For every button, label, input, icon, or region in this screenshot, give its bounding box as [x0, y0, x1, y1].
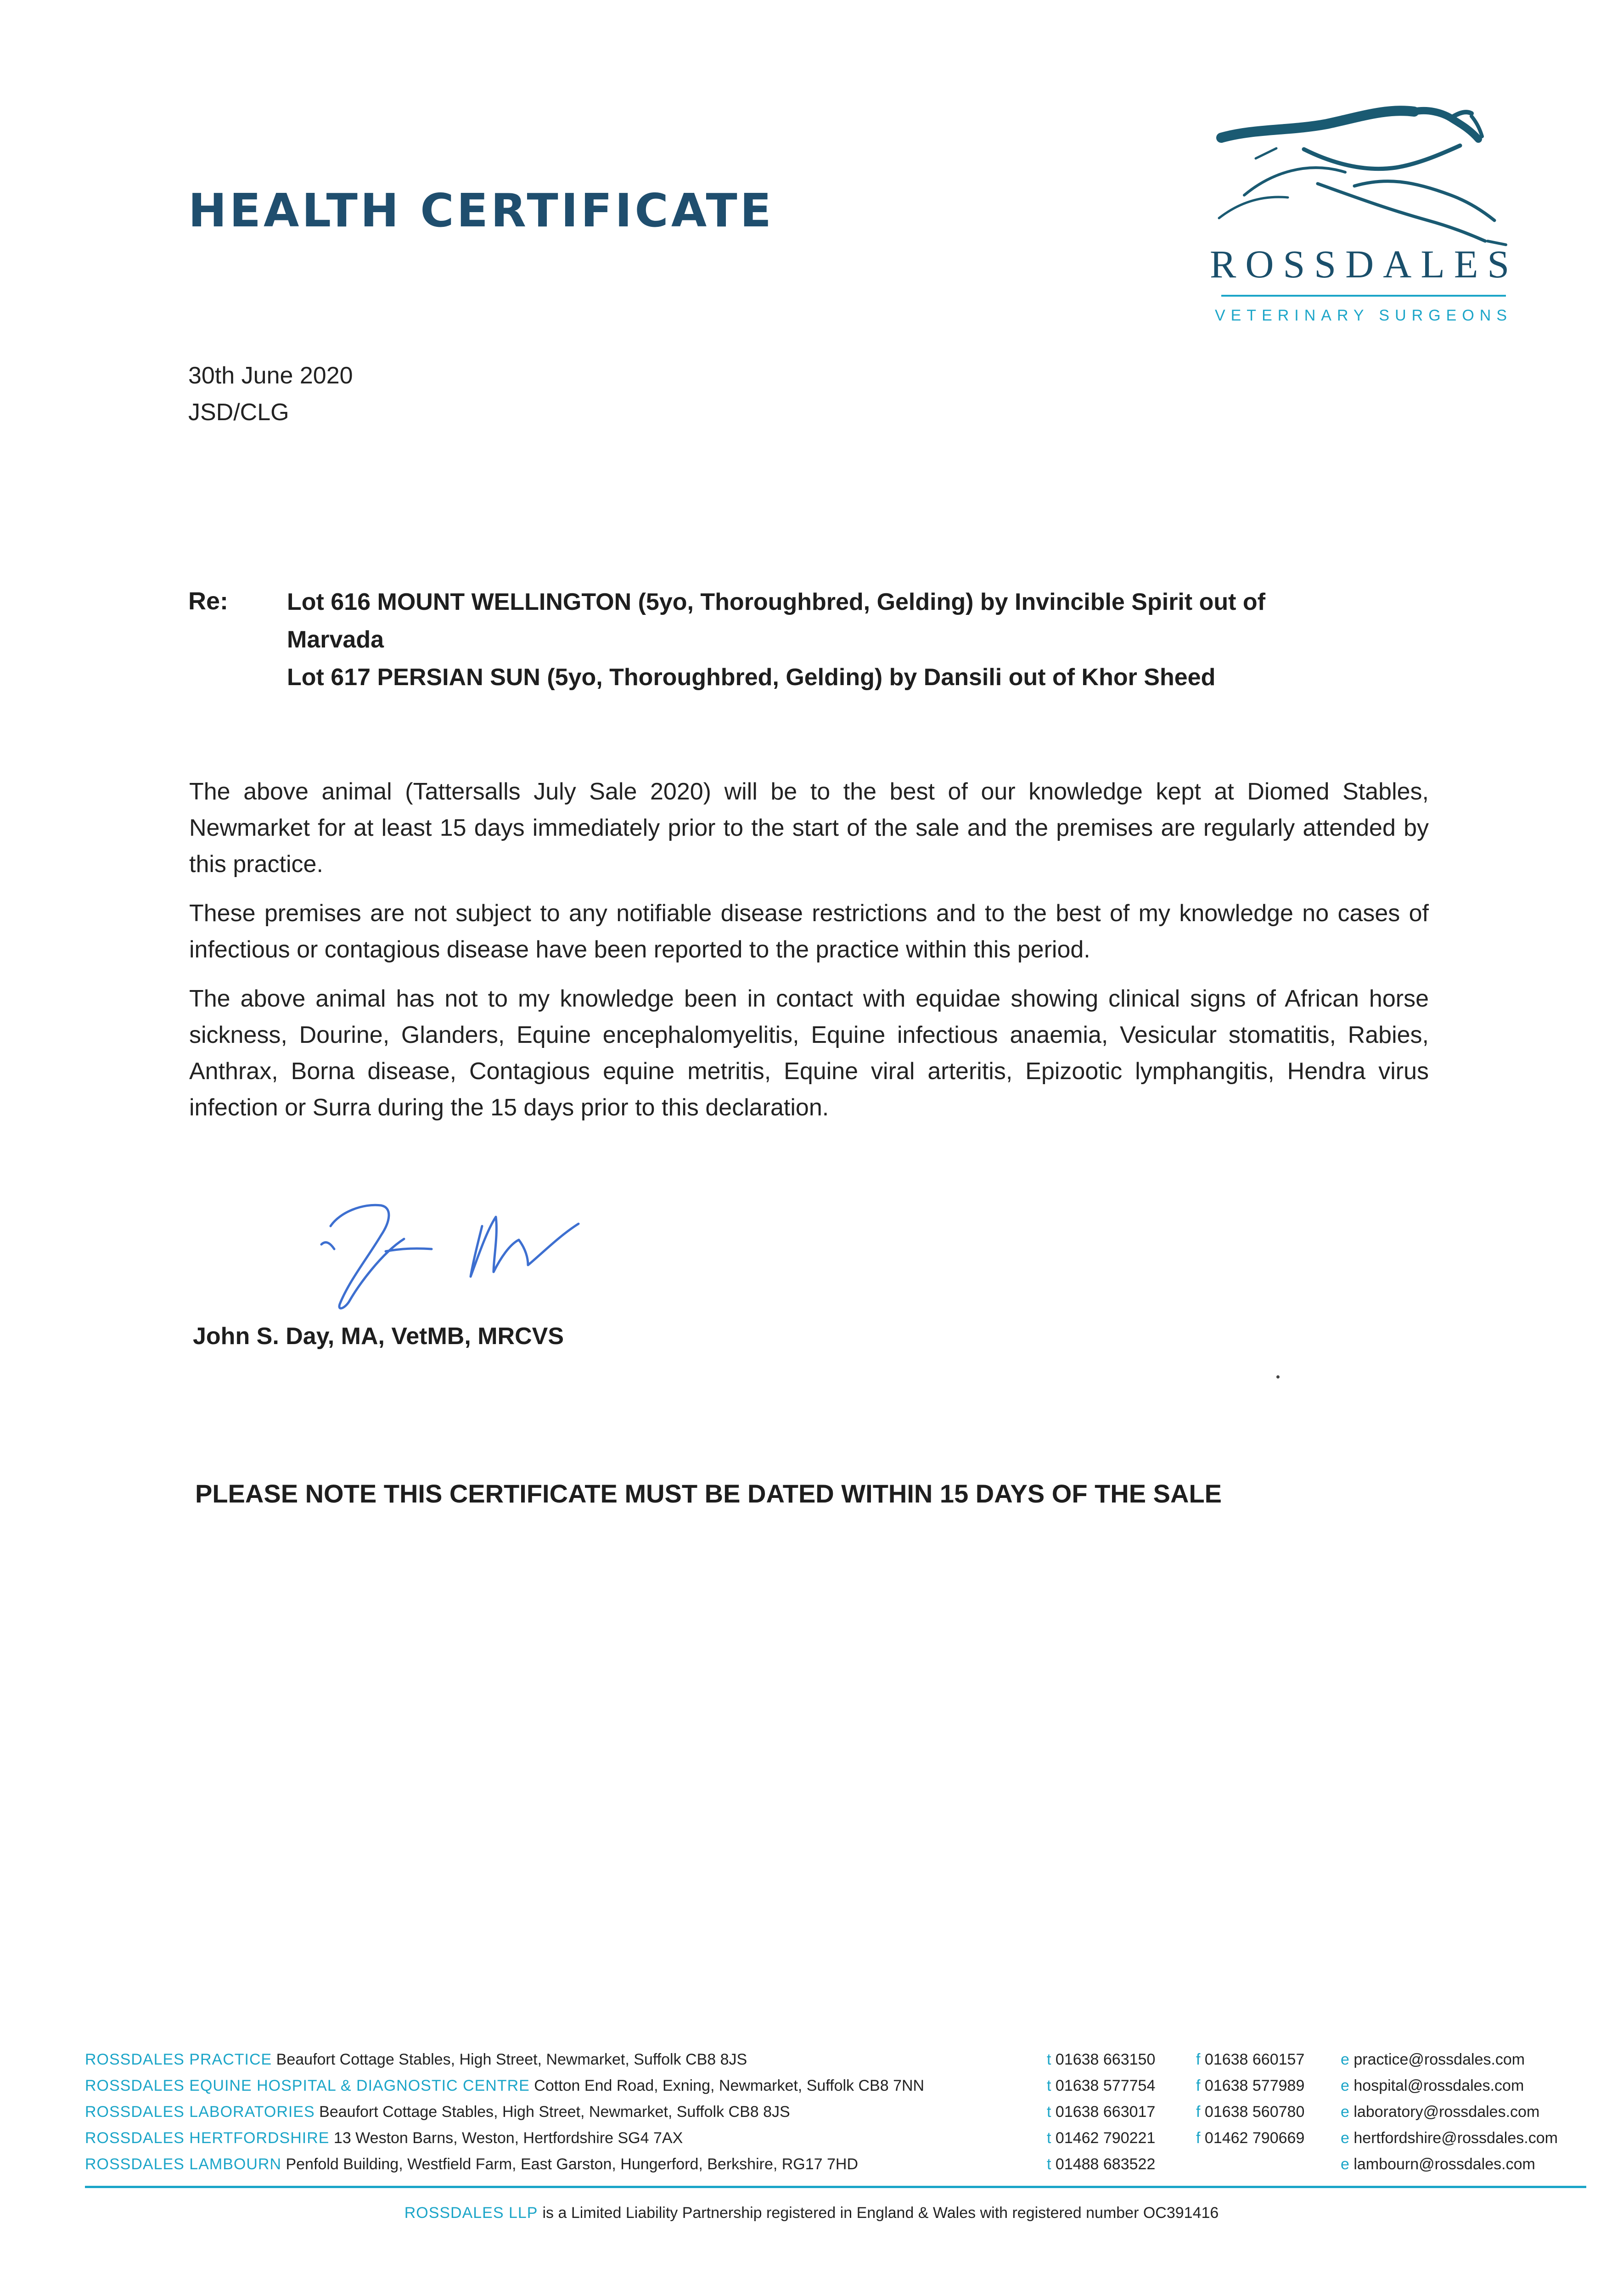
signatory-name: John S. Day, MA, VetMB, MRCVS [193, 1323, 564, 1350]
llp-text: is a Limited Liability Partnership registered in England & Wales with registered number OC391416 [542, 2204, 1219, 2222]
llp-registration [0, 2204, 1623, 2222]
handwritten-signature [312, 1185, 643, 1318]
office-phone: 01462 790221 [1055, 2129, 1156, 2147]
office-phone: 01638 577754 [1055, 2077, 1156, 2094]
document-date: 30th June 2020 [188, 362, 353, 389]
body-paragraph: The above animal has not to my knowledge been in contact with equidae showing clinical signs of African horse sickness, Dourine, Glanders, Equine encephalomyelitis, Equine infectious anaemia, Vesicular stomatitis, Rabies, Anthrax, Borna disease, Contagious equine metritis, Equine viral arteritis, Epizootic lymphangitis, Hendra virus infection or Surra during the 15 days prior to this declaration. [189, 985, 1429, 1121]
office-email[interactable]: hertfordshire@rossdales.com [1353, 2129, 1558, 2147]
re-line: Lot 617 PERSIAN SUN (5yo, Thoroughbred, Gelding) by Dansili out of Khor Sheed [287, 664, 1216, 691]
logo-wordmark: ROSSDALES [1210, 242, 1519, 286]
re-line: Marvada [287, 626, 384, 653]
office-email[interactable]: practice@rossdales.com [1353, 2051, 1525, 2068]
office-phone: 01488 683522 [1055, 2155, 1156, 2173]
office-address: Cotton End Road, Exning, Newmarket, Suffolk CB8 7NN [534, 2077, 925, 2094]
document-title: HEALTH CERTIFICATE [188, 184, 774, 237]
office-address: Beaufort Cottage Stables, High Street, Newmarket, Suffolk CB8 8JS [276, 2051, 747, 2068]
office-phone: 01638 663150 [1055, 2051, 1156, 2068]
office-address: Beaufort Cottage Stables, High Street, Newmarket, Suffolk CB8 8JS [319, 2103, 790, 2121]
footer-divider [85, 2186, 1586, 2188]
footer-row: ROSSDALES PRACTICE Beaufort Cottage Stables, High Street, Newmarket, Suffolk CB8 8JS t 01638 663150 f 01638 660157 e practice@rossdales.com [85, 2051, 1525, 2068]
logo-subtitle: VETERINARY SURGEONS [1214, 307, 1513, 324]
office-name: ROSSDALES PRACTICE [85, 2051, 272, 2068]
footer-row: ROSSDALES LAMBOURN Penfold Building, Westfield Farm, East Garston, Hungerford, Berkshire, RG17 7HD t 01488 683522 e lambourn@rossdales.com [85, 2155, 1535, 2173]
office-fax: 01638 577989 [1204, 2077, 1305, 2094]
office-address: Penfold Building, Westfield Farm, East Garston, Hungerford, Berkshire, RG17 7HD [286, 2155, 859, 2173]
re-line: Lot 616 MOUNT WELLINGTON (5yo, Thoroughbred, Gelding) by Invincible Spirit out of [287, 589, 1266, 615]
office-fax: 01462 790669 [1204, 2129, 1305, 2147]
footer-row: ROSSDALES HERTFORDSHIRE 13 Weston Barns, Weston, Hertfordshire SG4 7AX t 01462 790221 f 01462 790669 e hertfordshire@rossdales.com [85, 2129, 1558, 2147]
office-fax: 01638 660157 [1204, 2051, 1305, 2068]
logo-divider [1221, 295, 1506, 297]
date-reference-block [188, 357, 353, 431]
re-label: Re: [188, 587, 229, 615]
footer-offices [85, 2051, 1595, 2182]
office-name: ROSSDALES HERTFORDSHIRE [85, 2129, 330, 2147]
office-name: ROSSDALES LABORATORIES [85, 2103, 315, 2121]
office-address: 13 Weston Barns, Weston, Hertfordshire SG4 7AX [333, 2129, 683, 2147]
footer-row: ROSSDALES LABORATORIES Beaufort Cottage Stables, High Street, Newmarket, Suffolk CB8 8JS t 01638 663017 f 01638 560780 e laboratory@rossdales.com [85, 2103, 1540, 2121]
document-reference: JSD/CLG [188, 399, 289, 426]
dating-notice: PLEASE NOTE THIS CERTIFICATE MUST BE DATED WITHIN 15 DAYS OF THE SALE [195, 1479, 1222, 1508]
office-email[interactable]: hospital@rossdales.com [1353, 2077, 1524, 2094]
certificate-body [189, 774, 1429, 1139]
office-email[interactable]: lambourn@rossdales.com [1353, 2155, 1535, 2173]
body-paragraph: The above animal (Tattersalls July Sale 2020) will be to the best of our knowledge kept at Diomed Stables, Newmarket for at least 15 days immediately prior to the start of the sale and the premises are regularly attended by this practice. [189, 778, 1429, 878]
llp-name: ROSSDALES LLP [404, 2204, 538, 2222]
office-fax: 01638 560780 [1204, 2103, 1305, 2121]
re-subject [287, 583, 1435, 696]
stray-mark [1276, 1375, 1280, 1379]
office-email[interactable]: laboratory@rossdales.com [1353, 2103, 1540, 2121]
office-name: ROSSDALES EQUINE HOSPITAL & DIAGNOSTIC CENTRE [85, 2077, 530, 2094]
footer-row: ROSSDALES EQUINE HOSPITAL & DIAGNOSTIC CENTRE Cotton End Road, Exning, Newmarket, Suffolk CB8 7NN t 01638 577754 f 01638 577989 e hospital@rossdales.com [85, 2077, 1524, 2094]
body-paragraph: These premises are not subject to any notifiable disease restrictions and to the best of my knowledge no cases of infectious or contagious disease have been reported to the practice within this period. [189, 900, 1429, 963]
horse-logo-icon [1212, 103, 1515, 250]
office-phone: 01638 663017 [1055, 2103, 1156, 2121]
office-name: ROSSDALES LAMBOURN [85, 2155, 281, 2173]
